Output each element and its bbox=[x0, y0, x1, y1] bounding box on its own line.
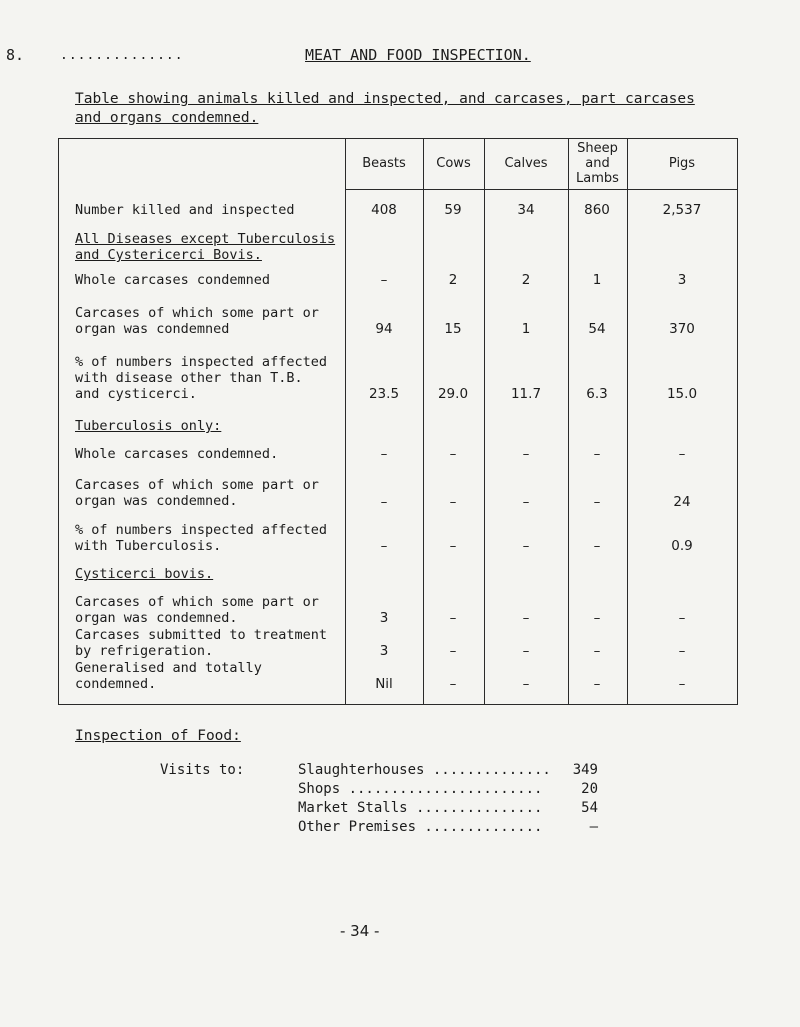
row-label-generalised bbox=[75, 660, 262, 692]
value-pigs-part: 370 bbox=[669, 321, 695, 337]
value-calves-whole: 2 bbox=[521, 272, 531, 288]
row-label-tb-percent bbox=[75, 522, 327, 554]
value-sheep-killed: 860 bbox=[584, 202, 610, 218]
value-pigs-percent: 15.0 bbox=[666, 386, 698, 402]
value-cows-part: 15 bbox=[444, 321, 462, 337]
value-cows-tb-percent: – bbox=[449, 538, 457, 554]
visit-place-slaughterhouses: Slaughterhouses .............. bbox=[298, 762, 551, 778]
visit-count-slaughterhouses: 349 bbox=[572, 762, 598, 778]
value-pigs-whole: 3 bbox=[677, 272, 687, 288]
section-title: MEAT AND FOOD INSPECTION. bbox=[305, 46, 531, 64]
header-bottom-rule bbox=[345, 189, 738, 190]
value-calves-tb-part: – bbox=[522, 494, 530, 510]
value-calves-tb-whole: – bbox=[522, 446, 530, 462]
header-sheep-line-1: Sheep bbox=[577, 141, 618, 156]
visit-count-shops: 20 bbox=[581, 781, 598, 797]
page-footer-number: - 34 - bbox=[340, 922, 380, 940]
value-sheep-part: 54 bbox=[588, 321, 606, 337]
value-calves-killed: 34 bbox=[517, 202, 535, 218]
label-line-1: % of numbers inspected affected bbox=[75, 354, 327, 370]
table-top-rule bbox=[58, 138, 738, 139]
visit-count-market-stalls: 54 bbox=[581, 800, 598, 816]
caption-line-2: and organs condemned. bbox=[75, 110, 259, 126]
label-line-1: Carcases of which some part or bbox=[75, 594, 319, 610]
value-beasts-tb-whole: – bbox=[380, 446, 388, 462]
value-cows-tb-part: – bbox=[449, 494, 457, 510]
value-pigs-tb-percent: 0.9 bbox=[671, 538, 693, 554]
visit-count-other-premises: – bbox=[589, 819, 598, 835]
row-label-whole-carcases: Whole carcases condemned bbox=[75, 272, 271, 288]
value-beasts-generalised: Nil bbox=[375, 676, 393, 692]
table-right-rule bbox=[737, 138, 738, 704]
row-label-part-carcases bbox=[75, 305, 319, 337]
header-sheep-line-3: Lambs bbox=[576, 171, 619, 186]
value-cows-tb-whole: – bbox=[449, 446, 457, 462]
header-beasts: Beasts bbox=[362, 156, 406, 171]
value-sheep-refrigeration: – bbox=[593, 643, 601, 659]
value-beasts-tb-percent: – bbox=[380, 538, 388, 554]
table-left-rule bbox=[58, 138, 59, 704]
value-beasts-part: 94 bbox=[375, 321, 393, 337]
heading-line-2: and Cystericerci Bovis. bbox=[75, 247, 262, 263]
value-sheep-tb-part: – bbox=[593, 494, 601, 510]
visit-place-market-stalls: Market Stalls ............... bbox=[298, 800, 543, 816]
value-calves-generalised: – bbox=[522, 676, 530, 692]
caption-line-1: Table showing animals killed and inspected, and carcases, part carcases bbox=[75, 91, 695, 107]
section-heading-all-diseases bbox=[75, 231, 337, 263]
value-beasts-tb-part: – bbox=[380, 494, 388, 510]
value-sheep-whole: 1 bbox=[592, 272, 602, 288]
inspection-heading: Inspection of Food: bbox=[75, 728, 241, 744]
visit-place-other-premises: Other Premises .............. bbox=[298, 819, 543, 835]
value-cows-generalised: – bbox=[449, 676, 457, 692]
value-sheep-percent: 6.3 bbox=[586, 386, 608, 402]
value-pigs-generalised: – bbox=[678, 676, 686, 692]
visits-label: Visits to: bbox=[160, 762, 245, 778]
header-pigs: Pigs bbox=[668, 156, 696, 171]
value-beasts-whole: – bbox=[380, 272, 388, 288]
label-line-2: by refrigeration. bbox=[75, 643, 214, 659]
label-line-2: with disease other than T.B. bbox=[75, 370, 303, 386]
row-label-tb-part bbox=[75, 477, 319, 509]
value-cows-percent: 29.0 bbox=[437, 386, 469, 402]
value-calves-cyst-part: – bbox=[522, 610, 530, 626]
section-heading-cysticerci: Cysticerci bovis. bbox=[75, 566, 214, 582]
row-label-refrigeration bbox=[75, 627, 327, 659]
page-number: 8. bbox=[6, 46, 25, 64]
label-line-3: and cysticerci. bbox=[75, 386, 197, 402]
value-pigs-cyst-part: – bbox=[678, 610, 686, 626]
row-label-cyst-part bbox=[75, 594, 319, 626]
header-cows: Cows bbox=[436, 156, 471, 171]
label-line-2: organ was condemned. bbox=[75, 493, 238, 509]
value-pigs-killed: 2,537 bbox=[662, 202, 702, 218]
label-line-1: Carcases of which some part or bbox=[75, 477, 319, 493]
label-line-2: organ was condemned. bbox=[75, 610, 238, 626]
value-beasts-percent: 23.5 bbox=[368, 386, 400, 402]
label-line-2: condemned. bbox=[75, 676, 157, 692]
header-calves: Calves bbox=[504, 156, 548, 171]
value-beasts-cyst-part: 3 bbox=[379, 610, 389, 626]
value-pigs-tb-part: 24 bbox=[673, 494, 691, 510]
label-line-2: with Tuberculosis. bbox=[75, 538, 222, 554]
value-calves-percent: 11.7 bbox=[510, 386, 542, 402]
value-calves-part: 1 bbox=[521, 321, 531, 337]
label-line-1: % of numbers inspected affected bbox=[75, 522, 327, 538]
leader-dots: .............. bbox=[60, 48, 184, 63]
value-pigs-tb-whole: – bbox=[678, 446, 686, 462]
value-sheep-tb-percent: – bbox=[593, 538, 601, 554]
label-line-2: organ was condemned bbox=[75, 321, 230, 337]
value-cows-cyst-part: – bbox=[449, 610, 457, 626]
visit-place-shops: Shops ....................... bbox=[298, 781, 543, 797]
label-line-1: Carcases of which some part or bbox=[75, 305, 319, 321]
value-sheep-tb-whole: – bbox=[593, 446, 601, 462]
row-label-tb-whole: Whole carcases condemned. bbox=[75, 446, 279, 462]
value-cows-killed: 59 bbox=[444, 202, 462, 218]
section-heading-tuberculosis: Tuberculosis only: bbox=[75, 418, 222, 434]
value-beasts-refrigeration: 3 bbox=[379, 643, 389, 659]
value-cows-refrigeration: – bbox=[449, 643, 457, 659]
table-bottom-rule bbox=[58, 704, 738, 705]
header-sheep-and-lambs bbox=[568, 141, 627, 186]
value-sheep-cyst-part: – bbox=[593, 610, 601, 626]
header-sheep-line-2: and bbox=[585, 156, 610, 171]
label-line-1: Generalised and totally bbox=[75, 660, 262, 676]
label-line-1: Carcases submitted to treatment bbox=[75, 627, 327, 643]
row-label-number-killed: Number killed and inspected bbox=[75, 202, 295, 218]
value-pigs-refrigeration: – bbox=[678, 643, 686, 659]
row-label-percent-affected bbox=[75, 354, 327, 402]
value-calves-tb-percent: – bbox=[522, 538, 530, 554]
heading-line-1: All Diseases except Tuberculosis bbox=[75, 231, 336, 247]
value-calves-refrigeration: – bbox=[522, 643, 530, 659]
value-cows-whole: 2 bbox=[448, 272, 458, 288]
value-sheep-generalised: – bbox=[593, 676, 601, 692]
table-caption bbox=[75, 90, 695, 128]
value-beasts-killed: 408 bbox=[371, 202, 397, 218]
